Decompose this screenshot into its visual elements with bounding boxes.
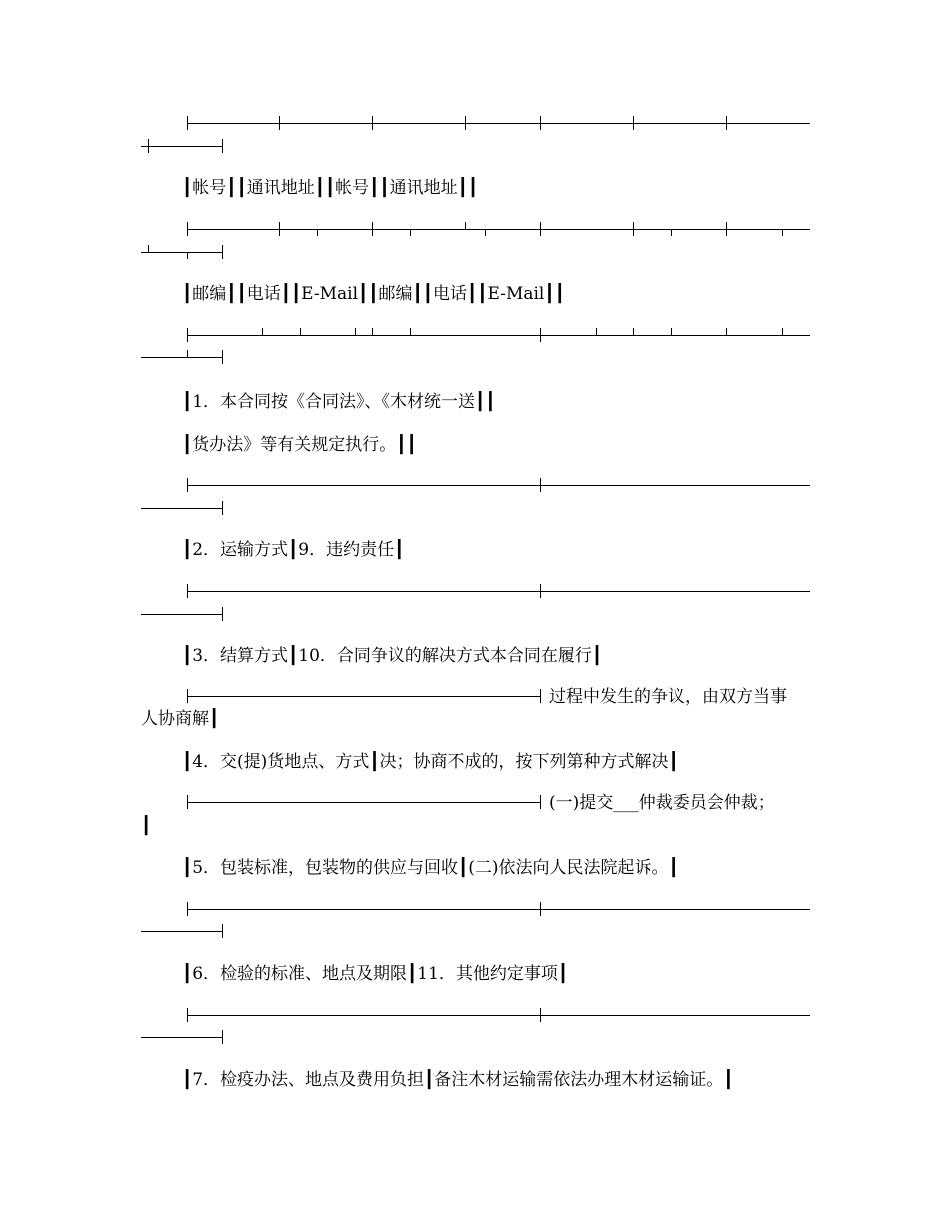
text-line: ┃邮编┃┃电话┃┃E-Mail┃┃邮编┃┃电话┃┃E-Mail┃┃	[182, 284, 565, 304]
text-line: ┃7．检疫办法、地点及费用负担┃备注木材运输需依法办理木材运输证。┃	[182, 1070, 734, 1090]
text-line: 人协商解┃	[141, 709, 220, 729]
text-line: 过程中发生的争议，由双方当事	[549, 687, 787, 707]
text-line: (一)提交___仲裁委员会仲裁；	[549, 793, 775, 813]
text-line: ┃	[141, 816, 152, 836]
text-line: ┃1．本合同按《合同法》、《木材统一送┃┃	[182, 392, 496, 412]
text-line: ┃6．检验的标准、地点及期限┃11．其他约定事项┃	[182, 964, 569, 984]
text-line: ┃5．包装标准，包装物的供应与回收┃(二)依法向人民法院起诉。┃	[182, 858, 679, 878]
text-line: ┃货办法》等有关规定执行。┃┃	[182, 435, 417, 455]
text-line: ┃2．运输方式┃9．违约责任┃	[182, 540, 405, 560]
text-line: ┃3．结算方式┃10．合同争议的解决方式本合同在履行┃	[182, 646, 603, 666]
text-line: ┃帐号┃┃通讯地址┃┃帐号┃┃通讯地址┃┃	[182, 178, 479, 198]
text-line: ┃4．交(提)货地点、方式┃决；协商不成的，按下列第种方式解决┃	[182, 752, 679, 772]
